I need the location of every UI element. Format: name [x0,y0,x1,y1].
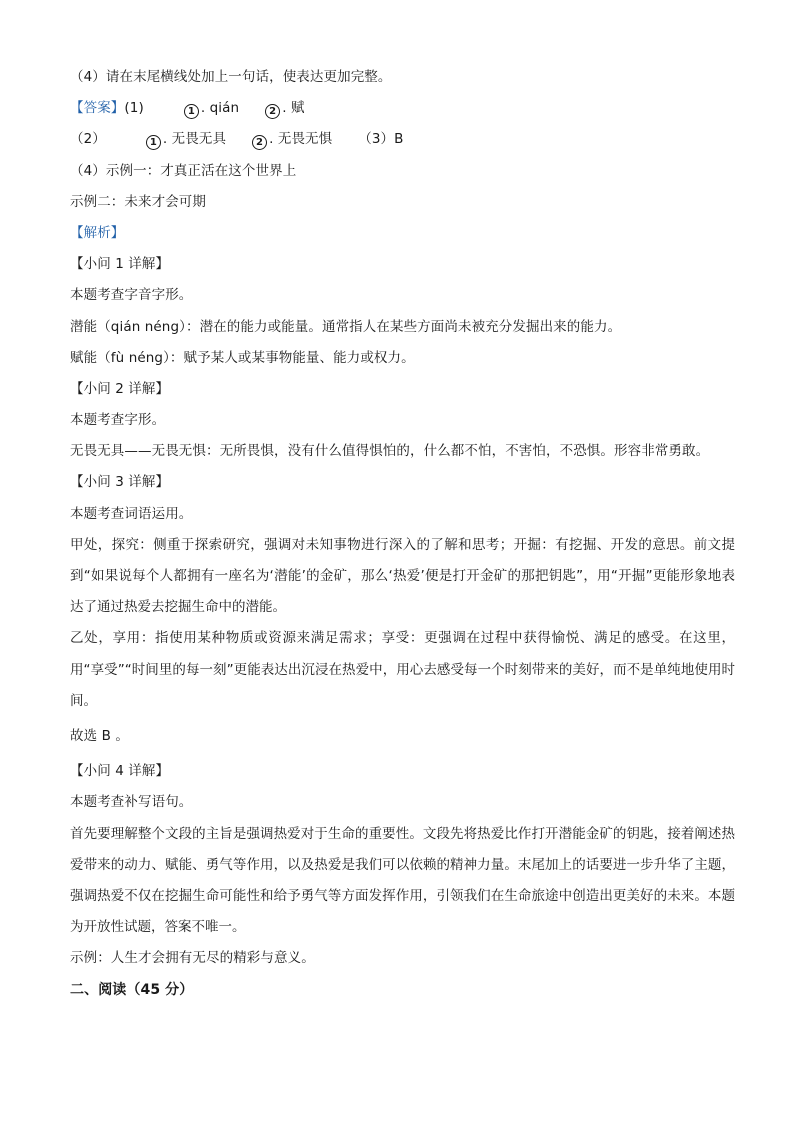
analysis-tag: 【解析】 [70,224,125,241]
subquestion-1-heading: 【小问 1 详解】 [70,256,170,273]
question-4-prompt: （4）请在末尾横线处加上一句话，使表达更加完整。 [70,69,392,85]
subquestion-4-topic: 本题考查补写语句。 [70,794,193,811]
answer-q1-blank-2: . 赋 [282,100,305,117]
subquestion-3-choice: 故选 B 。 [70,728,129,745]
subquestion-3-paragraph-2: 乙处，享用：指使用某种物质或资源来满足需求；享受：更强调在过程中获得愉悦、满足的感受。在这里，用“享受”“时间里的每一刻”更能表达出沉浸在热爱中，用心去感受每一个时刻带来的美好，而不是单纯地使用时间。 [70,630,735,709]
answer-line-1 [70,93,735,124]
subquestion-3-paragraph-1: 甲处，探究：侧重于探索研究，强调对未知事物进行深入的了解和思考；开掘：有挖掘、开发的意思。前文提到“如果说每个人都拥有一座名为‘潜能’的金矿，那么‘热爱’便是打开金矿的那把钥匙”，用“开掘”更能形象地表达了通过热爱去挖掘生命中的潜能。 [70,536,735,616]
answer-q4-example-2: 示例二：未来才会可期 [70,193,206,210]
subquestion-3-topic: 本题考查词语运用。 [70,505,193,522]
answer-q2-blank-1: . 无畏无具 [162,131,227,148]
answer-q2-blank-2: . 无畏无惧 [269,131,333,148]
circled-two-icon: 2 [252,135,267,150]
subquestion-2-explanation: 无畏无具——无畏无惧：无所畏惧，没有什么值得惧怕的，什么都不怕，不害怕，不恐惧。形容非常勇敢。 [70,443,710,460]
answer-q3: （3）B [358,131,404,148]
circled-one-icon: 1 [184,104,199,119]
document-page [70,62,735,1006]
answer-q1-blank-1: . qián [200,100,240,117]
section-title: 二、阅读（45 分） [70,981,194,998]
subquestion-3-heading: 【小问 3 详解】 [70,474,170,491]
answer-q2-number: （2） [70,131,106,148]
circled-one-icon: 1 [146,135,161,150]
answer-line-2 [70,124,735,155]
subquestion-4-example: 示例：人生才会拥有无尽的精彩与意义。 [70,950,315,967]
subquestion-1-definition-2: 赋能（fù néng）：赋予某人或某事物能量、能力或权力。 [70,349,415,366]
subquestion-4-paragraph: 首先要理解整个文段的主旨是强调热爱对于生命的重要性。文段先将热爱比作打开潜能金矿的钥匙，接着阐述热爱带来的动力、赋能、勇气等作用，以及热爱是我们可以依赖的精神力量。末尾加上的话要进一步升华了主题，强调热爱不仅在挖掘生命可能性和给予勇气等方面发挥作用，引领我们在生命旅途中创造出更美好的未来。本题为开放性试题，答案不唯一。 [70,825,735,936]
subquestion-4-heading: 【小问 4 详解】 [70,763,170,780]
answer-q1-number: (1) [124,100,144,117]
answer-tag: 【答案】 [70,100,125,117]
subquestion-2-topic: 本题考查字形。 [70,412,166,429]
subquestion-1-definition-1: 潜能（qián néng）：潜在的能力或能量。通常指人在某些方面尚未被充分发掘出来的能力。 [70,318,622,335]
subquestion-2-heading: 【小问 2 详解】 [70,380,170,397]
subquestion-1-topic: 本题考查字音字形。 [70,287,193,304]
answer-q4-example-1: （4）示例一：才真正活在这个世界上 [70,162,297,179]
circled-two-icon: 2 [265,104,280,119]
